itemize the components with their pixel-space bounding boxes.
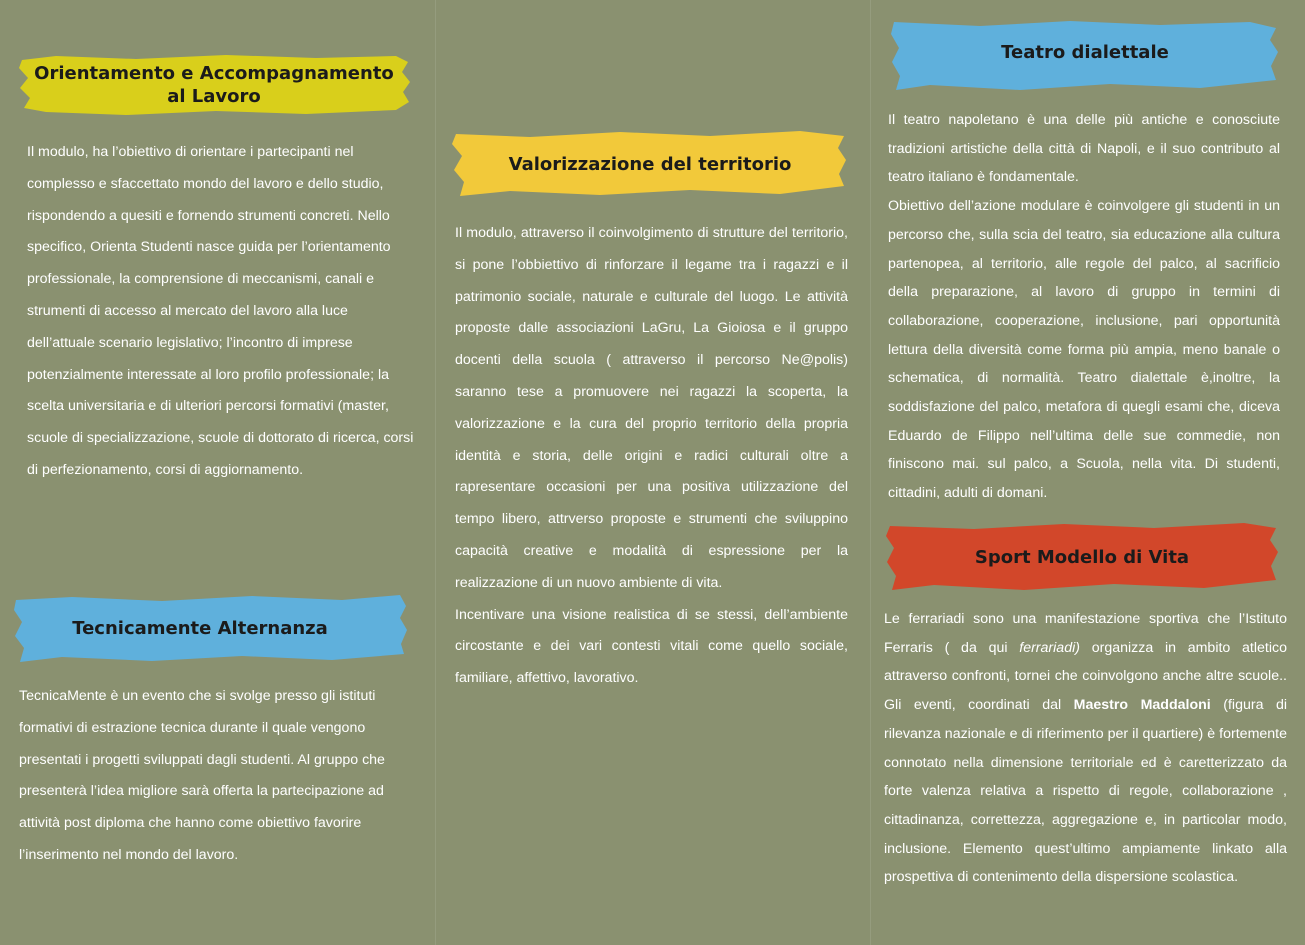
- ferrariadi-italic: ferrariadi): [1019, 639, 1080, 656]
- orientamento-title: Orientamento e Accompagnamento al Lavoro: [34, 63, 394, 107]
- orientamento-text: Il modulo, ha l’obiettivo di orientare i partecipanti nel complesso e sfaccettato mondo del lavoro e dello studio, rispondendo a quesiti e fornendo strumenti concreti. Nello specifico, Orienta Studenti nasce guida per l’orientamento professionale, la comprensione di meccanismi, canali e strumenti di accesso al mercato del lavoro alla luce dell’attuale scenario legislativo; l’incontro di imprese potenzialmente interessate al loro profilo professionale; la scelta universitaria e di ulteriori percorsi formativi (master, scuole di specializzazione, scuole di dottorato di ricerca, corsi di perfezionamento, corsi di aggiornamento.: [27, 144, 414, 478]
- tecnicamente-text: TecnicaMente è un evento che si svolge presso gli istituti formativi di estrazione tecnica durante il quale vengono presentati i progetti sviluppati dagli studenti. Al gruppo che presenterà l’idea migliore sarà offerta la partecipazione ad attività post diploma che hanno come obiettivo favorire l’inserimento nel mondo del lavoro.: [19, 688, 385, 863]
- sport-title: Sport Modello di Vita: [974, 546, 1190, 568]
- panel-fold-left: [435, 0, 436, 945]
- sport-banner: [884, 520, 1280, 594]
- tecnicamente-banner: [12, 592, 408, 664]
- tecnicamente-title: Tecnicamente Alternanza: [72, 617, 328, 639]
- orientamento-banner: [16, 52, 412, 118]
- sport-text: Le ferrariadi sono una manifestazione sportiva che l’Istituto Ferraris ( da qui ferrariadi) organizza in ambito atletico attraverso confronti, tornei che coinvolgono anche altre scuole.. Gli eventi, coordinati dal Maestro Maddaloni (figura di rilevanza nazionale e di riferimento per il quartiere) è fortemente connotato nella dimensione territoriale ed è caretterizzato da forte valenza relativa a rispetto di regole, collaborazione , cittadinanza, correttezza, aggregazione e, in particolar modo, inclusione. Elemento quest’ultimo ampiamente linkato alla prospettiva di contenimento della dispersione scolastica.: [884, 611, 1288, 886]
- valorizzazione-text: Il modulo, attraverso il coinvolgimento di strutture del territorio, si pone l’obbiettivo di rinforzare il legame tra i ragazzi e il patrimonio sociale, naturale e culturale del luogo. Le attività proposte dalle associazioni LaGru, La Gioiosa e il gruppo docenti della scuola ( attraverso il percorso Ne@polis) saranno tese a promuovere nei ragazzi la scoperta, la valorizzazione e la cura del proprio territorio della propria identità e storia, delle origini e radici culturali oltre a rapresentare occasioni per una positiva utilizzazione del tempo libero, attrverso proposte e strumenti che sviluppino capacità creative e modalità di espressione per la realizzazione di un nuovo ambiente di vita. Incentivare una visione realistica di se stessi, dell’ambiente circostante e dei vari contesti vitali come quello sociale, familiare, affettivo, lavorativo.: [455, 225, 848, 687]
- teatro-banner: [890, 18, 1280, 94]
- teatro-title: Teatro dialettale: [1001, 41, 1169, 63]
- valorizzazione-title: Valorizzazione del territorio: [508, 153, 792, 175]
- valorizzazione-banner: [450, 128, 850, 200]
- teatro-text: Il teatro napoletano è una delle più antiche e conosciute tradizioni artistiche della città di Napoli, e il suo contributo al teatro italiano è fondamentale. Obiettivo dell’azione modulare è coinvolgere gli studenti in un percorso che, sulla scia del teatro, sia educazione alla cultura partenopea, al territorio, alle regole del palco, al sacrificio della preparazione, al lavoro di gruppo in termini di collaborazione, cooperazione, inclusione, pari opportunità lettura della diversità come forma più ampia, meno banale o schematica, di normalità. Teatro dialettale è,inoltre, la soddisfazione del palco, metafora di quegli esami che, diceva Eduardo de Filippo nell’ultima delle sue commedie, non finiscono mai. sul palco, a Scuola, nella vita. Di studenti, cittadini, adulti di domani.: [888, 112, 1280, 502]
- maestro-maddaloni-bold: Maestro Maddaloni: [1073, 697, 1211, 714]
- panel-fold-right: [870, 0, 871, 945]
